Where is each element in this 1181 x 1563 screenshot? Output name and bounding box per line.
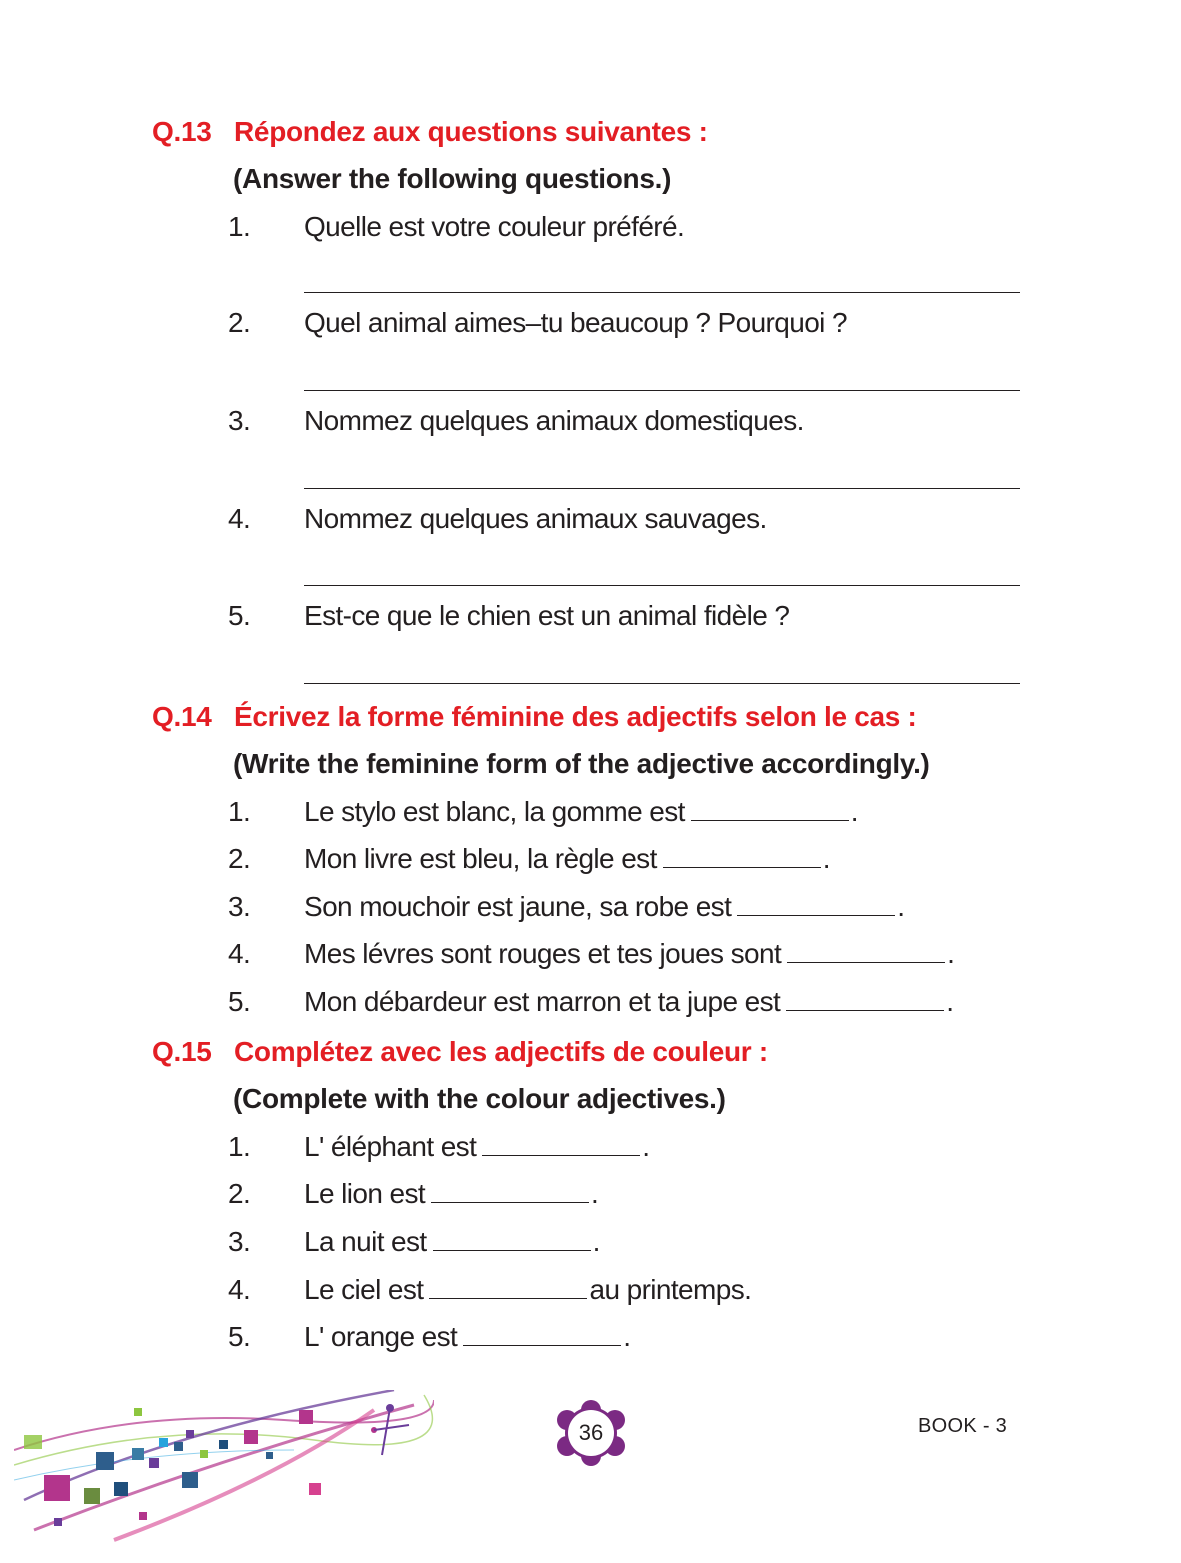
item-text: Quel animal aimes–tu beaucoup ? Pourquoi ? bbox=[304, 307, 847, 338]
page-number: 36 bbox=[578, 1420, 604, 1445]
q13-item-3 bbox=[228, 405, 804, 437]
item-text: L' orange est bbox=[304, 1321, 458, 1352]
item-number: 1. bbox=[228, 1131, 251, 1162]
q13-answer-line-4[interactable] bbox=[304, 585, 1020, 586]
item-number: 2. bbox=[228, 307, 251, 338]
q15-item-5 bbox=[228, 1321, 630, 1353]
q15-subtitle: (Complete with the colour adjectives.) bbox=[233, 1083, 726, 1114]
q13-title: Répondez aux questions suivantes : bbox=[234, 116, 708, 147]
q15-item-1 bbox=[228, 1131, 649, 1163]
item-text: La nuit est bbox=[304, 1226, 427, 1257]
item-number: 4. bbox=[228, 1274, 251, 1305]
item-text: Nommez quelques animaux sauvages. bbox=[304, 503, 767, 534]
item-suffix: . bbox=[642, 1131, 650, 1162]
q13-answer-line-3[interactable] bbox=[304, 488, 1020, 489]
item-text: Le lion est bbox=[304, 1178, 426, 1209]
item-number: 5. bbox=[228, 1321, 251, 1352]
q14-item-2 bbox=[228, 843, 830, 875]
item-number: 2. bbox=[228, 1178, 251, 1209]
fill-blank[interactable] bbox=[691, 798, 849, 821]
item-suffix: . bbox=[850, 796, 858, 827]
q15-item-4 bbox=[228, 1274, 751, 1306]
fill-blank[interactable] bbox=[482, 1133, 640, 1156]
fill-blank[interactable] bbox=[786, 988, 944, 1011]
item-suffix: . bbox=[592, 1226, 600, 1257]
fill-blank[interactable] bbox=[663, 845, 821, 868]
item-text: Mon débardeur est marron et ta jupe est bbox=[304, 986, 781, 1017]
item-number: 1. bbox=[228, 211, 251, 242]
q14-number: Q.14 bbox=[152, 701, 212, 732]
q15-item-3 bbox=[228, 1226, 600, 1258]
footer-decoration bbox=[14, 1390, 434, 1545]
q15-heading bbox=[152, 1036, 768, 1068]
q14-item-1 bbox=[228, 796, 858, 828]
q14-subtitle: (Write the feminine form of the adjective accordingly.) bbox=[233, 748, 930, 779]
q14-title: Écrivez la forme féminine des adjectifs selon le cas : bbox=[234, 701, 917, 732]
q13-heading bbox=[152, 116, 708, 148]
item-suffix: . bbox=[623, 1321, 631, 1352]
q13-item-2 bbox=[228, 307, 847, 339]
item-number: 5. bbox=[228, 986, 251, 1017]
q14-item-3 bbox=[228, 891, 904, 923]
q15-item-2 bbox=[228, 1178, 598, 1210]
item-suffix: au printemps. bbox=[589, 1274, 752, 1305]
item-suffix: . bbox=[591, 1178, 599, 1209]
item-number: 3. bbox=[228, 405, 251, 436]
q13-item-1 bbox=[228, 211, 684, 243]
fill-blank[interactable] bbox=[737, 893, 895, 916]
item-suffix: . bbox=[946, 986, 954, 1017]
item-suffix: . bbox=[947, 938, 955, 969]
q13-subtitle: (Answer the following questions.) bbox=[233, 163, 672, 194]
fill-blank[interactable] bbox=[431, 1180, 589, 1203]
q13-item-4 bbox=[228, 503, 767, 535]
item-number: 3. bbox=[228, 1226, 251, 1257]
item-text: Le stylo est blanc, la gomme est bbox=[304, 796, 685, 827]
q14-item-5 bbox=[228, 986, 953, 1018]
item-suffix: . bbox=[822, 843, 830, 874]
item-number: 4. bbox=[228, 938, 251, 969]
q13-answer-line-1[interactable] bbox=[304, 292, 1020, 293]
q15-title: Complétez avec les adjectifs de couleur : bbox=[234, 1036, 768, 1067]
item-text: L' éléphant est bbox=[304, 1131, 477, 1162]
item-text: Son mouchoir est jaune, sa robe est bbox=[304, 891, 732, 922]
item-text: Est-ce que le chien est un animal fidèle ? bbox=[304, 600, 790, 631]
item-number: 5. bbox=[228, 600, 251, 631]
fill-blank[interactable] bbox=[429, 1276, 587, 1299]
item-text: Mon livre est bleu, la règle est bbox=[304, 843, 657, 874]
fill-blank[interactable] bbox=[787, 940, 945, 963]
q13-item-5 bbox=[228, 600, 789, 632]
q15-number: Q.15 bbox=[152, 1036, 212, 1067]
q13-answer-line-5[interactable] bbox=[304, 683, 1020, 684]
item-text: Le ciel est bbox=[304, 1274, 424, 1305]
item-number: 1. bbox=[228, 796, 251, 827]
item-number: 3. bbox=[228, 891, 251, 922]
q13-number: Q.13 bbox=[152, 116, 212, 147]
item-number: 4. bbox=[228, 503, 251, 534]
item-text: Quelle est votre couleur préféré. bbox=[304, 211, 685, 242]
fill-blank[interactable] bbox=[463, 1323, 621, 1346]
item-text: Mes lévres sont rouges et tes joues sont bbox=[304, 938, 782, 969]
item-number: 2. bbox=[228, 843, 251, 874]
item-text: Nommez quelques animaux domestiques. bbox=[304, 405, 804, 436]
fill-blank[interactable] bbox=[433, 1228, 591, 1251]
q13-answer-line-2[interactable] bbox=[304, 390, 1020, 391]
q14-item-4 bbox=[228, 938, 954, 970]
book-label: BOOK - 3 bbox=[918, 1415, 1008, 1437]
item-suffix: . bbox=[897, 891, 905, 922]
q14-heading bbox=[152, 701, 917, 733]
